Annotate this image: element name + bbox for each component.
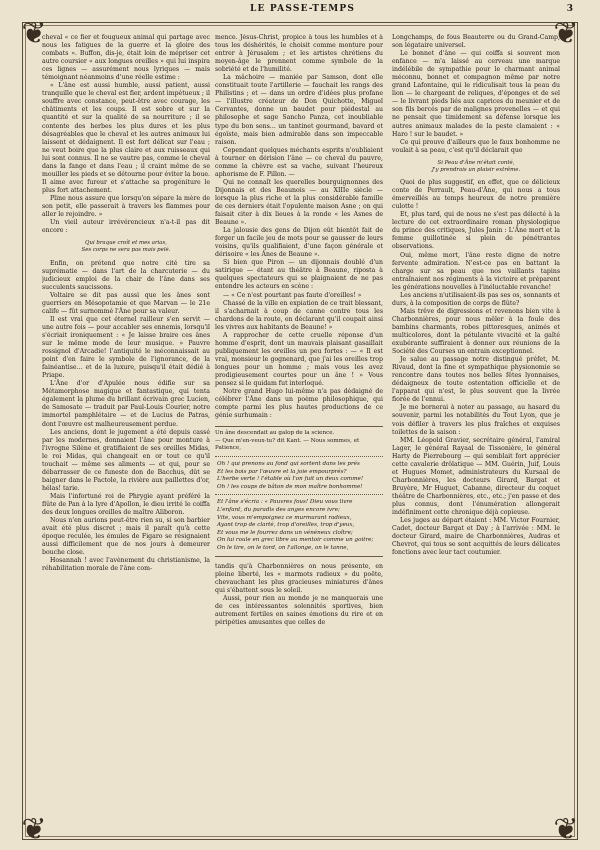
paragraph: Hosannah ! avec l'avènement du christianisme, la réhabilitation morale de l'âne com-	[42, 557, 210, 573]
paragraph: Qui ne connaît les querelles bourguignonnes des Dijonnais et des Beaunois — au XIIIe siècle — lorsque la plus riche et la plus considérable famille de ces derniers était l'opulente maison Asne ; on qui faisait citer à dix lieues à la ronde « les Asnes de Beaune ».	[215, 178, 383, 227]
paragraph: Les anciens, dont le jugement a été depuis cassé par les modernes, donnaient l'âne pour monture à l'ivrogne Silène et gratifiaient de ses oreilles Midas, le roi Midas, qui changeait en or tout ce qu'il touchait — même ses aliments — et qui, pour se débarrasser de ce funeste don de Bacchus, dût se baigner dans le Pactole, la rivière aux paillettes d'or, hélas! tarie.	[42, 428, 210, 492]
paragraph: Les anciens n'utilisaient-ils pas ses os, sonnants et durs, à la composition de corps de flûte?	[392, 291, 560, 307]
corner-ornament-icon: ❦	[21, 812, 47, 847]
paragraph: Ce qui prouve d'ailleurs que le faux bonhomme ne voulait à sa peau, c'est qu'il déclarait que	[392, 138, 560, 154]
text-column-middle	[215, 34, 383, 810]
paragraph: cheval « ce fier et fougueux animal qui partage avec nous les fatigues de la guerre et la gloire des combats ». Buffon, dis-je, était loin de mépriser cet autre coursier « aux longues oreilles » qui lui inspira ces lignes — assurément nous lyriques — mais témoignant néanmoins d'une réelle estime :	[42, 34, 210, 82]
verse-quote	[42, 240, 210, 254]
paragraph: Nous n'en aurions peut-être rien su, si son barbier avait été plus discret ; mais il paraît qu'à cette époque reculée, les émules de Figaro se résignaient aussi difficilement que de nos jours à demeurer bouche close.	[42, 517, 210, 557]
paragraph: Enfin, on prétend que notre cité tire sa suprématie — dans l'art de la charcuterie — du judicieux emploi de la chair de l'âne dans ses succulents saucissons.	[42, 259, 210, 291]
paragraph: Longchamps, de fous Beauterre ou du Grand-Camp, son légataire universel.	[392, 34, 560, 50]
paragraph: — « Ce n'est pourtant pas faute d'oreilles! »	[223, 291, 362, 299]
poem-line: Un âne descendait au galop de la science.	[215, 430, 335, 437]
paragraph: Il est vrai que cet éternel railleur s'en servit — une autre fois — pour accabler ses ennemis, lorsqu'il s'écriait ironiquement : « Je laisse braire ces ânes sur le même mode de leur musique. » Pauvre rossignol d'Arcadie! l'antiquité le méconnaissait au point d'en faire le symbole de l'ignorance, de la fainéantise... et de la luxure, puisqu'il était dédié à Priape.	[42, 315, 210, 380]
poem-line: L'herbe verte ! l'étable où l'on fuit un deux comme!	[217, 476, 364, 483]
paragraph: Oui, même mort, l'âne reste digne de notre fervente admiration. N'est-ce pas en battant la charge sur sa peau que nos vaillants tapins entraînaient nos régiments à la victoire et préparent les générations nouvelles à l'inéluctable revanche!	[392, 251, 560, 291]
page-header	[30, 2, 575, 16]
paragraph: Mais trêve de digressions et revenons bien vite à Charbonnières, pour nous mêler à la foule des bambins charmants, robes pittoresques, animés et multicolores, dont la pétulante vivacité et la gaîté exubérante suffiraient à donner aux réunions de la Société des Courses un entrain exceptionnel.	[392, 307, 560, 356]
paragraph: Si bien que Piron — un dijonnais doublé d'un satirique — étant au théâtre à Beaune, riposta à quelques spectateurs qui se plaignaient de ne pas entendre les acteurs en scène :	[215, 259, 383, 291]
poem-line: Et vous me le fourrez dans un vénéneux cloître;	[217, 529, 353, 536]
verse-line: Si Peau d'Âne m'était conté,	[437, 159, 515, 166]
paragraph: Je salue au passage notre distingué préfet, M. Rivaud, dont la fine et sympathique physionomie se rencontre dans toutes nos belles fêtes lyonnaises, dédaigneux de toute ostentation officielle et de l'apparat qui n'est, le plus souvent que la livrée fiorée de l'ennui.	[392, 356, 560, 404]
paragraph: L'Âne d'or d'Apulée nous édifie sur sa Métamorphose magique et fantastique, qui tenta également la plume du brillant écrivain grec Lucien, de Samosate — traduit par Paul-Louis Courier, notre immortel pamphlétaire — et de Lucius de Patras, dont l'œuvre est malheureusement perdue.	[42, 380, 210, 428]
paragraph: mence. Jésus-Christ, propice à tous les humbles et à tous les déshérités, le choisit comme monture pour entrer à Jérusalem ; et les artistes chrétiens du moyen-âge le prennent comme symbole de la sobriété et de l'humilité.	[215, 34, 383, 74]
poem-line: Oh ! les coups de bâton de mon maître bonhomme!	[217, 483, 363, 490]
paragraph: tandis qu'à Charbonnières on nous présente, en pleine liberté, les « marmots radieux » du poëte, chevauchant les plus gracieuses miniatures d'ânes qui s'ébattent sous le soleil.	[215, 562, 383, 594]
paragraph: Les juges au départ étaient : MM. Victor Fournier, Cadet, docteur Bargat et Day ; à l'arrivée : MM. le docteur Girard, maire de Charbonnières, Audras et Chevrot, qui tous se sont acquittés de leurs délicates fonctions avec leur tact coutumier.	[392, 517, 560, 557]
paragraph: Chassé de la ville en expiation de ce trait blessant, il s'acharnait à coup de canne contre tous les chardons de la route, en déclarant qu'il coupait ainsi les vivres aux habitants de Beaune! »	[215, 299, 383, 331]
poem-line: Ayant trop de clarté, trop d'oreilles, trop d'yeux,	[217, 522, 355, 529]
corner-ornament-icon: ❦	[553, 812, 579, 847]
paragraph: « L'âne est aussi humble, aussi patient, aussi tranquille que le cheval est fier, ardent impétueux ; il souffre avec constance, peut-être avec courage, les châtiments et les coups. Il est sobre et sur la quantité et sur la qualité de sa nourriture ; il se contente des herbes les plus dures et les plus désagréables que le cheval et les autres animaux lui laissent et dédaignent. Il est fort délicat sur l'eau ; ne veut boire que la plus claire et aux ruisseaux qui lui sont connus. Il ne se vautre pas, comme le cheval dans la fange et dans l'eau ; il craint même de se mouiller les pieds et se détourne pour éviter la boue. Il aime avec fureur et s'attache sa progéniture le plus fort attachement.	[42, 82, 210, 194]
poem-line: — Que m'en-veux-tu? dit Kant. — Nous sommes, et Patience,	[215, 437, 360, 452]
text-column-right	[392, 34, 560, 810]
running-title: LE PASSE-TEMPS	[249, 4, 356, 14]
poem-quote	[215, 426, 383, 556]
paragraph: Pline nous assure que lorsqu'on sépare la mère de son petit, elle passerait à travers les flammes pour aller le rejoindre. »	[42, 194, 210, 219]
paragraph: Et, plus tard, qui de nous ne s'est pas délecté à la lecture de cet extraordinaire roman physiologique du prince des critiques, Jules Janin : L'Âne mort et la femme guillotinée si plein de pénétrantes observations.	[392, 211, 560, 251]
text-column-left	[42, 34, 210, 810]
poem-line: Et les bois par l'œuvre et la joie empourprés?	[217, 468, 347, 475]
poem-line: Vite, vous m'empoignez ce murmurant radieux,	[217, 514, 352, 521]
poem-line: Oh ! qui prenons au fond qui sortent dans les prés	[217, 461, 360, 468]
paragraph: A rapprocher de cette cruelle réponse d'un homme d'esprit, dont un mauvais plaisant gasaillait publiquement les oreilles un peu fortes : — « Il est vrai, monsieur le gognenard, que j'ai les oreilles trop longues pour un homme ; mais vous les avez prodigieusement courtes pour un âne ! » Vous pensez si le quidam fut interloqué.	[215, 331, 383, 388]
paragraph: Aussi, pour rien au monde je ne manquerais une de ces intéressantes solennités sportives, bien autrement fertiles en saines émotions du rire et en péripéties amusantes que celles de	[215, 594, 383, 626]
paragraph: Je me bornerai à noter au passage, au hasard du souvenir, parmi les notabilités du Tout Lyon, que je vois défiler à travers les plus fraîches et exquises toilettes de la saison :	[392, 404, 560, 436]
poem-line: On lui roule en grec libre au mentoir comme un goitre;	[217, 537, 374, 544]
paragraph: MM. Léopold Gravier, secrétaire général, l'amiral Lager, le général Rayaal de Tissonière, le général Harty de Pierrebourg — qui semblait fort apprécier cette cavalerie drôlatique — MM. Guérin, Juif, Louis et Hugues Momet, administrateurs du Kursaal de Charbonnières, les docteurs Girard, Bargat et Bruyère, Mr Huguet, Cabanne, directeur du coquet théâtre de Charbonnières, etc., etc.; j'en passe et des plus connus, dont l'énumération allongerait indéfiniment cette chronique déjà copieuse.	[392, 436, 560, 517]
paragraph: La mâchoire — maniée par Samson, dont elle constituait toute l'artillerie — fauchait les rangs des Philistins ; et — dans un ordre d'idées plus profane — l'illustre créateur de Don Quichotte, Miguel Cervantes, donne un baudet pour piédestal au philosophe et sage Sancho Panza, cet inoubliable type du bon sens... un tantinet gourmand, bavard et égoïste, mais bien admirable dans son impeccable raison.	[215, 74, 383, 146]
paragraph: Le bonnet d'âne — qui coiffa si souvent mon enfance — m'a laissé au cerveau une marque indélébile de sympathie pour le charmant animal méconnu, bonnet et compagnon même par notre grand Lafontaine, qui le ridiculisait tous la peau du lion — le chargeant de reliques, d'éponges et de sel — le livrant pieds liés aux caprices du meunier et de son fils bercés par de malignes provenelles — et qui ne pensait que timidement sa défense lorsque les autres animaux malades de la peste clamaient : « Haro ! sur le baudet. »	[392, 50, 560, 138]
paragraph: Notre grand Hugo lui-même n'a pas dédaigné de célébrer l'Âne dans un poème philosophique, qui compte parmi les plus hautes productions de ce génie surhumain :	[215, 388, 383, 420]
paragraph: La jalousie des gens de Dijon eût bientôt fait de forger un facile jeu de mots pour se gausser de leurs voisins, qu'ils qualifiaient, d'une façon générale et dérisoire « les Ânes de Beaune ».	[215, 227, 383, 259]
verse-line: J'y prendrais un plaisir extrême.	[431, 166, 521, 173]
verse-line: Qui braque croît et mes arias,	[85, 240, 167, 247]
paragraph: Cependant quelques méchants esprits n'oubliaient à tourner en dérision l'âne — ce cheval du pauvre, comme la chèvre est sa vache, suivant l'heureux aphorisme de F. Pillon. —	[215, 146, 383, 178]
paragraph: Voltaire se dit pas aussi que les ânes sont guerriers en Mésopotamie et que Marvan — le 21e calife — fût surnommé l'Âne pour sa valeur.	[42, 291, 210, 315]
paragraph: Un vieil auteur irrévérencieux n'a-t-il pas dit encore :	[42, 219, 210, 235]
page-number: 3	[566, 4, 573, 14]
verse-quote	[392, 160, 560, 174]
verse-line: Ses corps ne sera pas mais pelé.	[81, 247, 171, 254]
poem-line: Et l'âne s'écria : « Pauvres fous! Dieu vous livre	[217, 499, 353, 506]
paragraph: Quoi de plus suggestif, en effet, que ce délicieux conte de Perrault, Peau-d'Âne, qui nous a tous émerveillés au temps heureux de notre première culotte !	[392, 179, 560, 211]
poem-line: L'enfant, du paradis des anges encore ivre;	[217, 507, 340, 513]
paragraph: Mais l'infortuné roi de Phrygie ayant préféré la flûte de Pan à la lyre d'Apollon, le dieu irrité le coiffa des deux longues oreilles de maître Aliboron.	[42, 492, 210, 517]
corner-ornament-icon: ❦	[553, 16, 579, 51]
corner-ornament-icon: ❦	[21, 16, 47, 51]
poem-line: On le tire, on le tord, on l'allonge, on le tanne,	[217, 544, 349, 551]
